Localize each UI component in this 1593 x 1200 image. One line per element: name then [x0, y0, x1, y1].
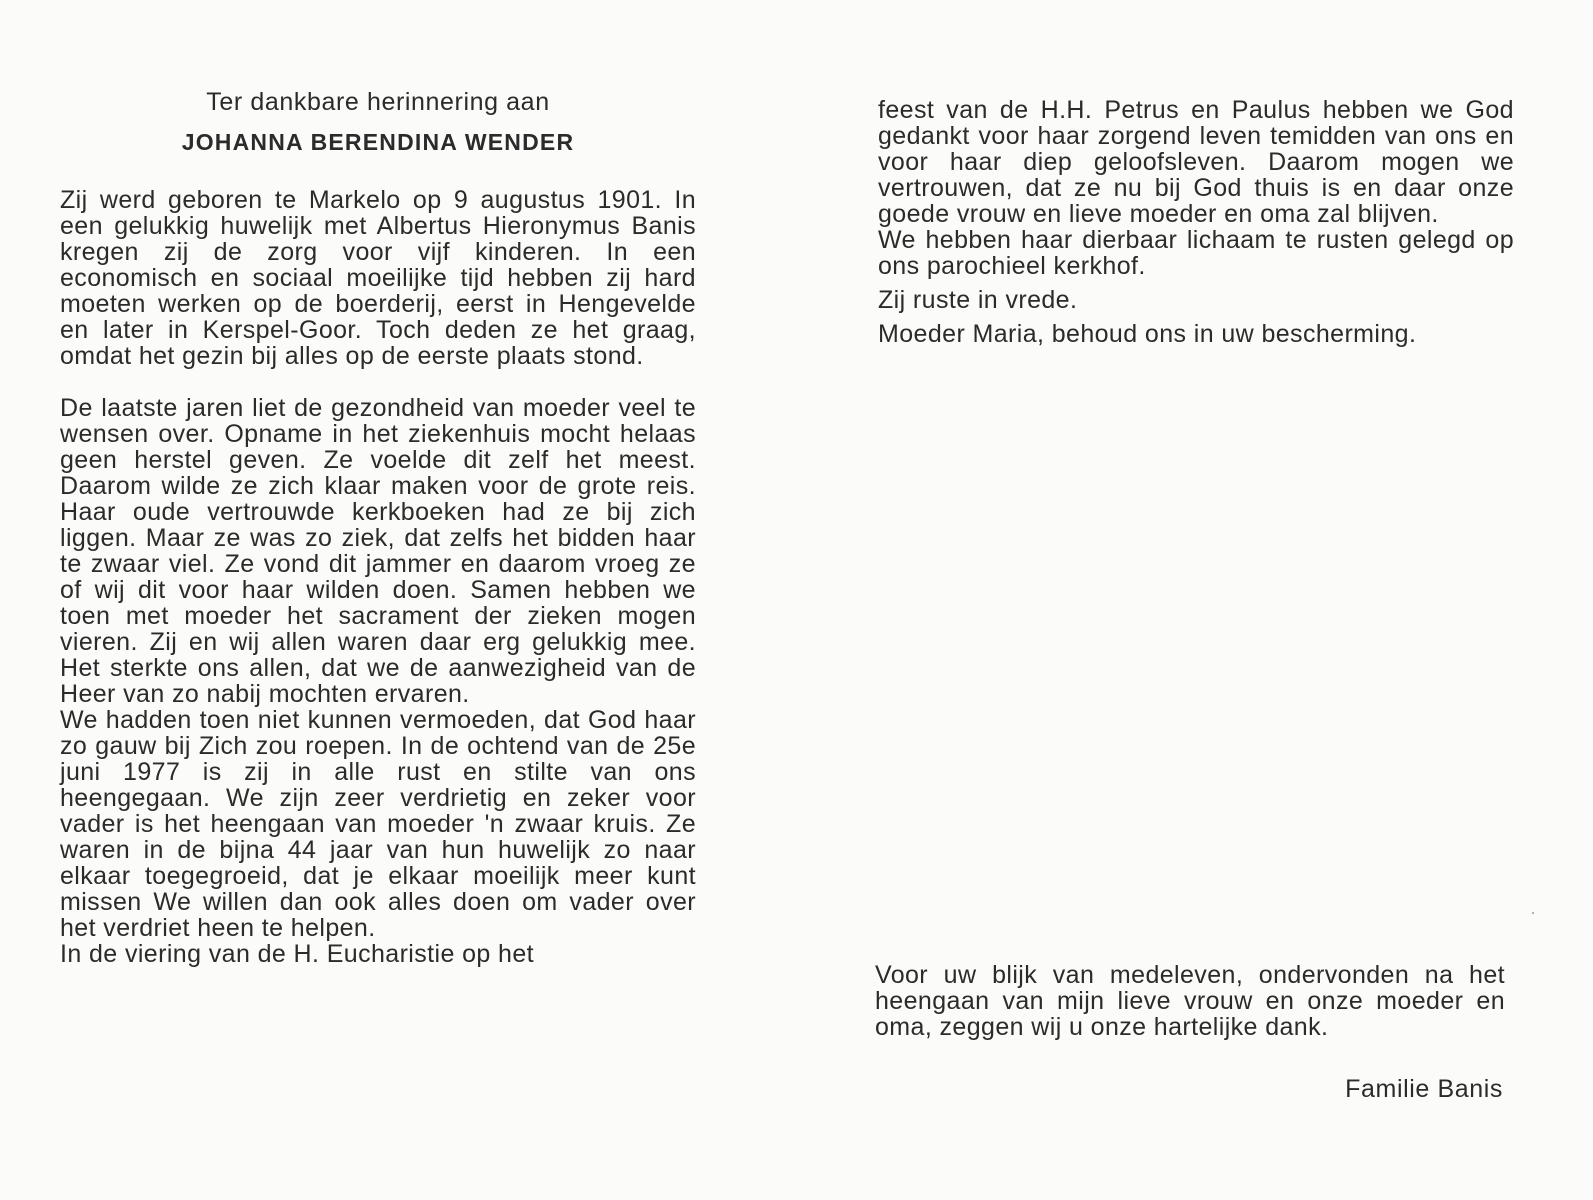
burial-paragraph: We hebben haar dierbaar lichaam te rusten gelegd op ons parochieel kerkhof.: [878, 226, 1514, 280]
dedication-line: Ter dankbare herinnering aan: [206, 88, 550, 116]
deceased-name: JOHANNA BERENDINA WENDER: [181, 129, 575, 155]
right-column: [878, 97, 1514, 347]
passing-paragraph: We hadden toen niet kunnen vermoeden, dat God haar zo gauw bij Zich zou roepen. In de ochtend van de 25e juni 1977 is zij in alle rust en stilte van ons heengegaan. We zijn zeer verdrietig en zeker voor vader is het heengaan van moeder 'n zwaar kruis. Ze waren in de bijna 44 jaar van hun huwelijk zo naar elkaar toegegroeid, dat je elkaar moeilijk meer kunt missen We willen dan ook alles doen om vader over het verdriet heen te helpen.: [60, 706, 696, 942]
eucharist-paragraph-start: In de viering van de H. Eucharistie op het: [60, 940, 535, 968]
illness-paragraph: De laatste jaren liet de gezondheid van moeder veel te wensen over. Opname in het ziekenhuis mocht helaas geen herstel geven. Ze voelde dit zelf het meest. Daarom wilde ze zich klaar maken voor de grote reis. Haar oude vertrouwde kerkboeken had ze bij zich liggen. Maar ze was zo ziek, dat zelfs het bidden haar te zwaar viel. Ze vond dit jammer en daarom vroeg ze of wij dit voor haar wilden doen. Samen hebben we toen met moeder het sacrament der zieken mogen vieren. Zij en wij allen waren daar erg gelukkig mee. Het sterkte ons allen, dat we de aanwezigheid van de Heer van zo nabij mochten ervaren.: [60, 394, 696, 708]
thanks-paragraph: Voor uw blijk van medeleven, ondervonden na het heengaan van mijn lieve vrouw en onze moeder en oma, zeggen wij u onze hartelijke dank.: [875, 961, 1505, 1041]
biography-paragraph: Zij werd geboren te Markelo op 9 augustus 1901. In een gelukkig huwelijk met Albertus Hieronymus Banis kregen zij de zorg voor vijf kinderen. In een economisch en sociaal moeilijke tijd hebben zij hard moeten werken op de boerderij, eerst in Hengevelde en later in Kerspel-Goor. Toch deden ze het graag, omdat het gezin bij alles op de eerste plaats stond.: [60, 186, 696, 370]
prayer-line: Moeder Maria, behoud ons in uw bescherming.: [878, 320, 1417, 348]
eucharist-paragraph-continued: feest van de H.H. Petrus en Paulus hebben we God gedankt voor haar zorgend leven temidden van ons en voor haar diep geloofsleven. Daarom mogen we vertrouwen, dat ze nu bij God thuis is en daar onze goede vrouw en lieve moeder en oma zal blijven.: [878, 96, 1514, 228]
family-signature: Familie Banis: [1345, 1075, 1503, 1103]
print-speck: [1532, 912, 1534, 914]
left-column: [60, 85, 696, 967]
rest-in-peace-line: Zij ruste in vrede.: [878, 286, 1078, 314]
